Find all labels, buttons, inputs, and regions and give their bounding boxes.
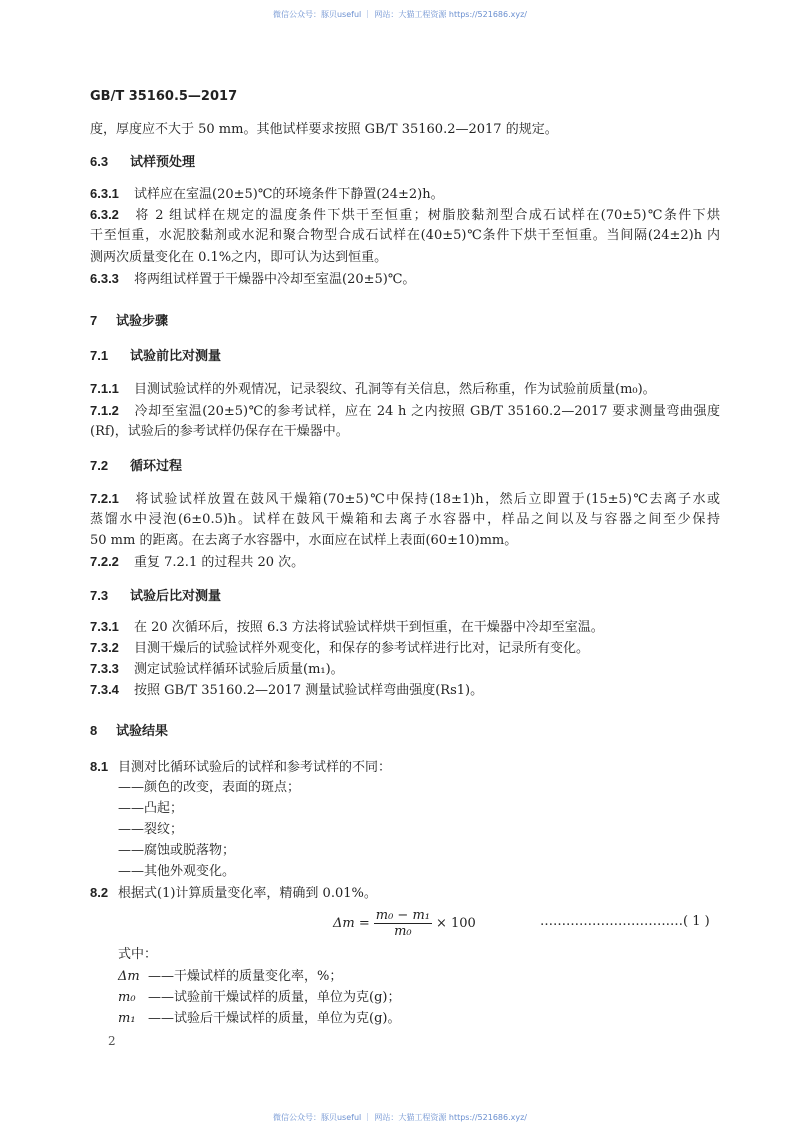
clause-number: 7.3.3 xyxy=(90,661,119,676)
clause-line: 测两次质量变化在 0.1%之内，即可认为达到恒重。 xyxy=(90,250,388,265)
clause-7-2-1 xyxy=(90,490,720,509)
clause-text: 按照 GB/T 35160.2—2017 测量试验试样弯曲强度(Rs1)。 xyxy=(134,683,484,698)
section-6-3-heading xyxy=(90,153,720,172)
section-title: 试验后比对测量 xyxy=(130,589,222,604)
definition-text: ——干燥试样的质量变化率，%； xyxy=(148,969,343,984)
clause-number: 7.1.2 xyxy=(90,403,119,418)
clause-number: 7.1.1 xyxy=(90,381,119,396)
section-number: 7.2 xyxy=(90,458,109,473)
clause-7-2-2 xyxy=(90,553,720,572)
section-number: 7.1 xyxy=(90,348,109,363)
section-7-2-heading xyxy=(90,457,720,476)
definition-text: ——试验前干燥试样的质量，单位为克(g)； xyxy=(148,990,401,1005)
clause-7-1-1 xyxy=(90,380,720,399)
list-item: ——腐蚀或脱落物； xyxy=(118,843,236,858)
section-title: 试样预处理 xyxy=(130,155,196,170)
section-number: 6.3 xyxy=(90,154,109,169)
clause-number: 7.3.2 xyxy=(90,640,119,655)
formula-mass-change xyxy=(333,908,476,939)
equation-number: ……………………………( 1 ) xyxy=(540,914,710,929)
list-item: ——颜色的改变，表面的斑点； xyxy=(118,780,301,795)
list-item: ——裂纹； xyxy=(118,822,184,837)
clause-number: 6.3.2 xyxy=(90,207,119,222)
section-title: 试验前比对测量 xyxy=(130,349,222,364)
standard-header: GB/T 35160.5—2017 xyxy=(90,89,238,104)
chapter-number: 8 xyxy=(90,723,98,738)
clause-8-1 xyxy=(90,758,720,777)
symbol: m₁ xyxy=(118,1011,136,1026)
clause-number: 7.2.1 xyxy=(90,491,119,506)
chapter-number: 7 xyxy=(90,313,98,328)
section-number: 7.3 xyxy=(90,588,109,603)
clause-7-1-2 xyxy=(90,402,720,421)
clause-text: 重复 7.2.1 的过程共 20 次。 xyxy=(134,555,305,570)
where-label: 式中： xyxy=(118,947,158,962)
section-title: 循环过程 xyxy=(130,459,183,474)
clause-text: 目测对比循环试验后的试样和参考试样的不同： xyxy=(118,760,392,775)
definition xyxy=(118,1010,718,1028)
section-7-3-heading xyxy=(90,587,720,606)
chapter-8-heading xyxy=(90,722,720,741)
definition-text: ——试验后干燥试样的质量，单位为克(g)。 xyxy=(148,1011,401,1026)
clause-7-3-3 xyxy=(90,660,720,679)
chapter-title: 试验步骤 xyxy=(116,314,169,329)
clause-7-3-2 xyxy=(90,639,720,658)
clause-text: 根据式(1)计算质量变化率，精确到 0.01%。 xyxy=(118,886,377,901)
clause-text: 冷却至室温(20±5)℃的参考试样，应在 24 h 之内按照 GB/T 35160.2—2017 要求测量弯曲强度 xyxy=(134,404,720,419)
clause-number: 7.3.1 xyxy=(90,619,119,634)
clause-text: 将 2 组试样在规定的温度条件下烘干至恒重；树脂胶黏剂型合成石试样在(70±5)℃条件下烘 xyxy=(134,208,720,223)
formula-rhs: × 100 xyxy=(435,916,476,931)
clause-6-3-2 xyxy=(90,206,720,225)
clause-number: 8.2 xyxy=(90,885,109,900)
clause-number: 8.1 xyxy=(90,759,109,774)
clause-line: (Rf)，试验后的参考试样仍保存在干燥器中。 xyxy=(90,424,349,439)
chapter-title: 试验结果 xyxy=(116,724,169,739)
clause-6-3-3 xyxy=(90,270,720,289)
fraction-numerator: m₀ − m₁ xyxy=(375,908,430,923)
clause-line: 蒸馏水中浸泡(6±0.5)h。试样在鼓风干燥箱和去离子水容器中，样品之间以及与容器之间至少保持 xyxy=(90,512,720,527)
fraction xyxy=(374,908,432,939)
fraction-denominator: m₀ xyxy=(394,924,412,939)
clause-text: 将试验试样放置在鼓风干燥箱(70±5)℃中保持(18±1)h，然后立即置于(15±5)℃去离子水或 xyxy=(134,492,720,507)
clause-7-3-4 xyxy=(90,681,720,700)
clause-number: 6.3.3 xyxy=(90,271,119,286)
page-number: 2 xyxy=(108,1034,116,1048)
watermark-bottom: 微信公众号：豚贝useful ｜ 网站：大猫工程资源 https://521686.xyz/ xyxy=(272,1113,528,1122)
clause-number: 7.3.4 xyxy=(90,682,119,697)
symbol: m₀ xyxy=(118,990,136,1005)
clause-line: 干至恒重，水泥胶黏剂或水泥和聚合物型合成石试样在(40±5)℃条件下烘干至恒重。当间隔(24±2)h 内 xyxy=(90,228,720,243)
paragraph: 度，厚度应不大于 50 mm。其他试样要求按照 GB/T 35160.2—2017 的规定。 xyxy=(90,122,558,137)
clause-line: 50 mm 的距离。在去离子水容器中，水面应在试样上表面(60±10)mm。 xyxy=(90,533,518,548)
symbol: Δm xyxy=(118,969,140,984)
clause-text: 试样应在室温(20±5)℃的环境条件下静置(24±2)h。 xyxy=(134,187,444,202)
clause-text: 目测试验试样的外观情况，记录裂纹、孔洞等有关信息，然后称重，作为试验前质量(m₀)。 xyxy=(134,382,656,397)
chapter-7-heading xyxy=(90,312,720,331)
clause-8-2 xyxy=(90,884,720,903)
clause-number: 7.2.2 xyxy=(90,554,119,569)
clause-6-3-1 xyxy=(90,185,720,204)
list-item: ——凸起； xyxy=(118,801,184,816)
clause-text: 目测干燥后的试验试样外观变化，和保存的参考试样进行比对，记录所有变化。 xyxy=(134,641,590,656)
clause-number: 6.3.1 xyxy=(90,186,119,201)
formula-lhs: Δm = xyxy=(333,916,370,931)
clause-7-3-1 xyxy=(90,618,720,637)
list-item: ——其他外观变化。 xyxy=(118,864,236,879)
definition xyxy=(118,989,718,1007)
section-7-1-heading xyxy=(90,347,720,366)
watermark-top: 微信公众号：豚贝useful ｜ 网站：大猫工程资源 https://521686.xyz/ xyxy=(272,10,528,19)
clause-text: 将两组试样置于干燥器中冷却至室温(20±5)℃。 xyxy=(134,272,416,287)
clause-text: 测定试验试样循环试验后质量(m₁)。 xyxy=(134,662,344,677)
definition xyxy=(118,968,718,986)
clause-text: 在 20 次循环后，按照 6.3 方法将试验试样烘干到恒重，在干燥器中冷却至室温。 xyxy=(134,620,604,635)
